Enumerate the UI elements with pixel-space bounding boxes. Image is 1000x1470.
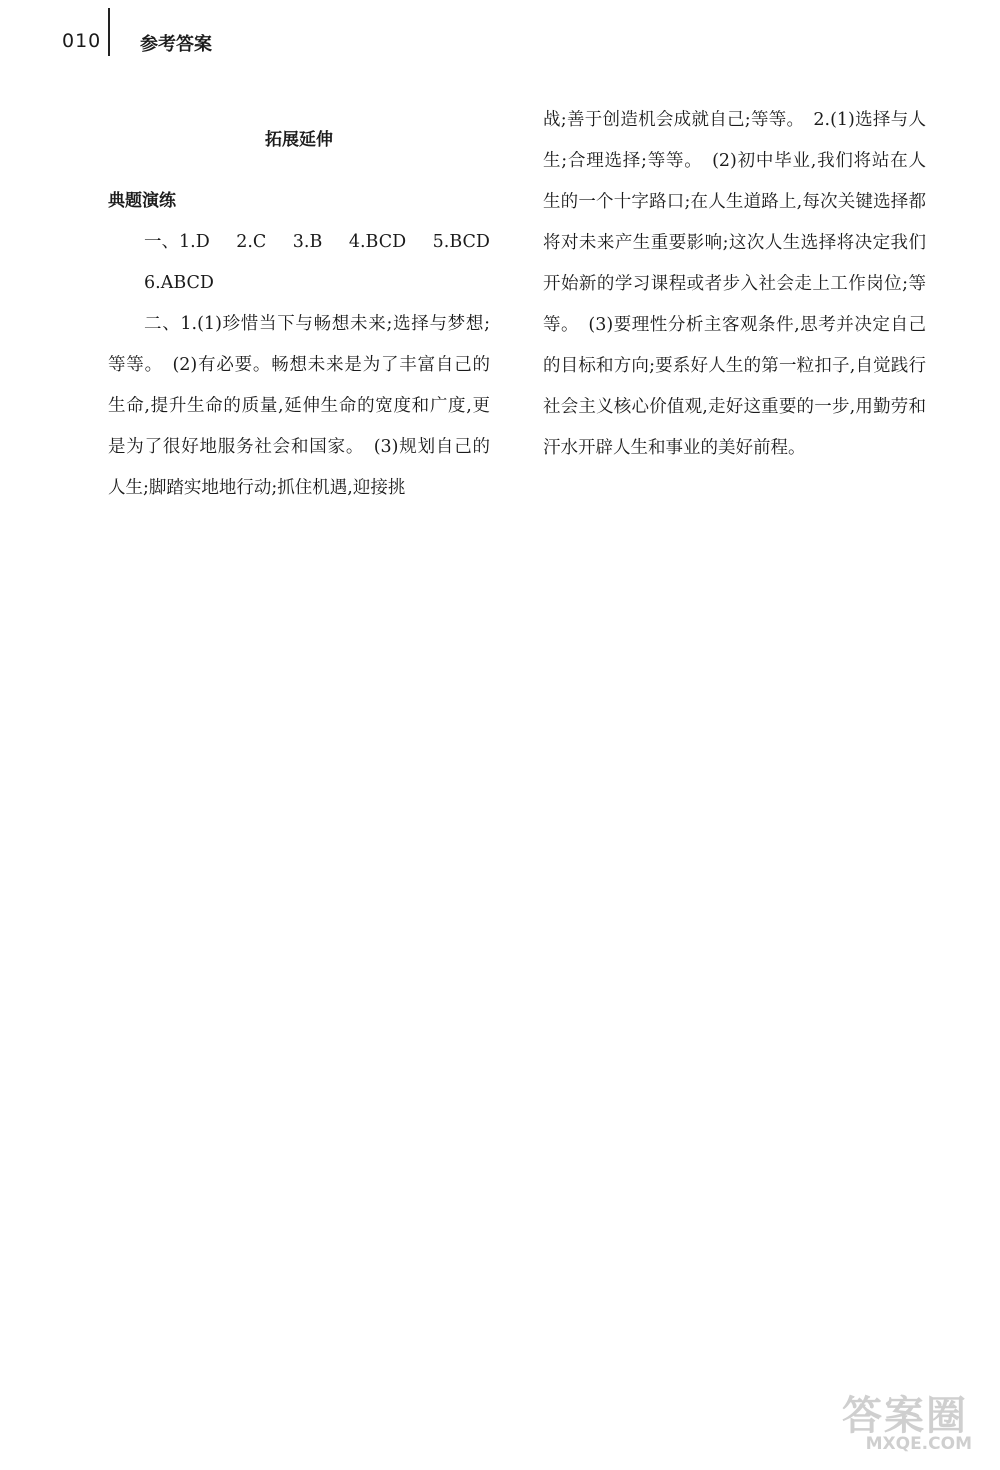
page-number: 010	[62, 30, 102, 52]
left-column	[108, 120, 490, 509]
mc-answer: 6.ABCD	[144, 273, 214, 293]
mc-answer: 2.C	[236, 232, 267, 252]
page-header	[0, 0, 1000, 70]
mc-answer: 4.BCD	[348, 232, 407, 252]
answer-paragraph: 二、1.(1)珍惜当下与畅想未来;选择与梦想;等等。 (2)有必要。畅想未来是为了丰富自己的生命,提升生命的质量,延伸生命的宽度和广度,更是为了很好地服务社会和国家。 (3)规划自己的人生;脚踏实地地行动;抓住机遇,迎接挑	[108, 314, 490, 498]
subsection-title: 典题演练	[108, 191, 176, 211]
mc-answer: 一、1.D	[144, 232, 210, 252]
watermark-text: 答案圈	[842, 1393, 968, 1439]
watermark-url: MXQE.COM	[865, 1434, 972, 1454]
header-divider	[108, 8, 110, 56]
mc-answer-row	[108, 222, 490, 263]
section-title: 拓展延伸	[265, 130, 333, 150]
running-title: 参考答案	[140, 34, 212, 55]
watermark-logo	[828, 1384, 978, 1454]
mc-answer: 3.B	[292, 232, 323, 252]
mc-answer: 5.BCD	[432, 232, 490, 252]
answer-paragraph-continued: 战;善于创造机会成就自己;等等。 2.(1)选择与人生;合理选择;等等。 (2)初中毕业,我们将站在人生的一个十字路口;在人生道路上,每次关键选择都将对未来产生重要影响;这次人生选择将决定我们开始新的学习课程或者步入社会走上工作岗位;等等。 (3)要理性分析主客观条件,思考并决定自己的目标和方向;要系好人生的第一粒扣子,自觉践行社会主义核心价值观,走好这重要的一步,用勤劳和汗水开辟人生和事业的美好前程。	[543, 110, 926, 458]
right-column	[543, 100, 926, 469]
